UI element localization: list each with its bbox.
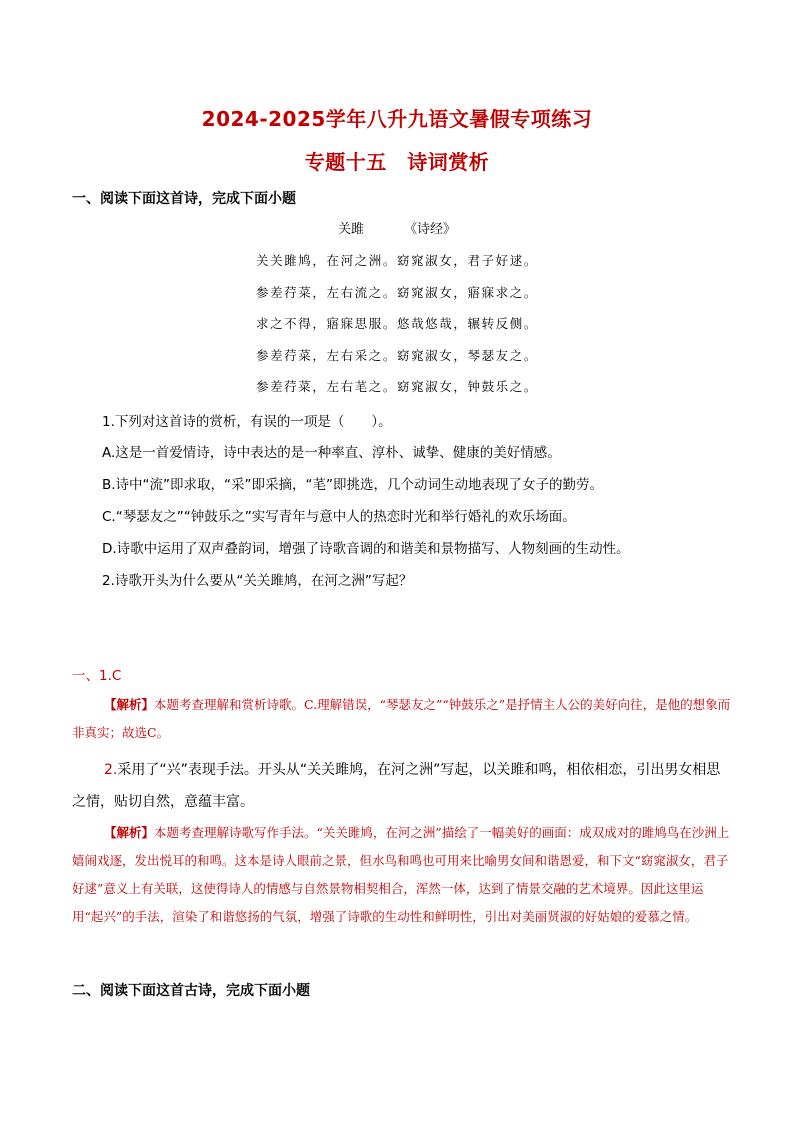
poem-header xyxy=(0,218,794,237)
answer-2-number: 2. xyxy=(104,762,118,778)
answer-2 xyxy=(72,754,732,818)
analysis-label: 【解析】 xyxy=(104,697,155,712)
analysis-1-text: 本题考查理解和赏析诗歌。C.理解错误，“琴瑟友之”“钟鼓乐之”是抒情主人公的美好向往，是他的想象而非真实；故选C。 xyxy=(72,697,731,740)
option-b: B.诗中“流”即求取，“采”即采摘，“芼”即挑选，几个动词生动地表现了女子的勤劳。 xyxy=(102,477,604,493)
poem-line: 参差荇菜，左右流之。窈窕淑女，寤寐求之。 xyxy=(255,285,538,300)
option-c: C.“琴瑟友之”“钟鼓乐之”实写青年与意中人的热恋时光和举行婚礼的欢乐场面。 xyxy=(102,509,576,525)
analysis-2-text: 本题考查理解诗歌写作手法。“关关雎鸠，在河之洲”描绘了一幅美好的画面：成双成对的雎鸠鸟在沙洲上嬉闹戏逐，发出悦耳的和鸣。这本是诗人眼前之景，但水鸟和鸣也可用来比喻男女间和谐恩爱，和下文“窈窕淑女，君子好逑”意义上有关联，这使得诗人的情感与自然景物相契相合，浑然一体，达到了情景交融的艺术境界。因此这里运用“起兴”的手法，渲染了和谐悠扬的气氛，增强了诗歌的生动性和鲜明性，引出对美丽贤淑的好姑娘的爱慕之情。 xyxy=(72,825,730,924)
poem-title: 关雎 xyxy=(337,222,364,237)
poem-source: 《诗经》 xyxy=(404,222,457,237)
poem-line: 参差荇菜，左右芼之。窈窕淑女，钟鼓乐之。 xyxy=(255,379,538,394)
section2-heading: 二、阅读下面这首古诗，完成下面小题 xyxy=(72,983,310,999)
document-title: 2024-2025学年八升九语文暑假专项练习 xyxy=(201,107,593,131)
analysis-label: 【解析】 xyxy=(104,825,155,840)
option-a: A.这是一首爱情诗，诗中表达的是一种率直、淳朴、诚挚、健康的美好情感。 xyxy=(102,445,561,461)
option-d: D.诗歌中运用了双声叠韵词，增强了诗歌音调的和谐美和景物描写、人物刻画的生动性。 xyxy=(102,541,630,557)
section1-heading: 一、阅读下面这首诗，完成下面小题 xyxy=(72,191,296,207)
answer-1: 一、1.C xyxy=(72,668,122,684)
answer-2-text: 采用了“兴”表现手法。开头从“关关雎鸠，在河之洲”写起，以关雎和鸣，相依相恋，引出男女相思之情，贴切自然，意蕴丰富。 xyxy=(72,762,721,810)
analysis-2 xyxy=(72,819,732,931)
poem-line: 参差荇菜，左右采之。窈窕淑女，琴瑟友之。 xyxy=(255,348,538,363)
poem-line: 关关雎鸠，在河之洲。窈窕淑女，君子好逑。 xyxy=(255,253,538,268)
analysis-1 xyxy=(72,691,732,747)
poem-line: 求之不得，寤寐思服。悠哉悠哉，辗转反侧。 xyxy=(255,316,538,331)
question-1: 1.下列对这首诗的赏析，有误的一项是（ ）。 xyxy=(102,414,392,430)
question-2: 2.诗歌开头为什么要从“关关雎鸠，在河之洲”写起？ xyxy=(102,573,413,589)
document-subtitle: 专题十五 诗词赏析 xyxy=(304,150,490,174)
